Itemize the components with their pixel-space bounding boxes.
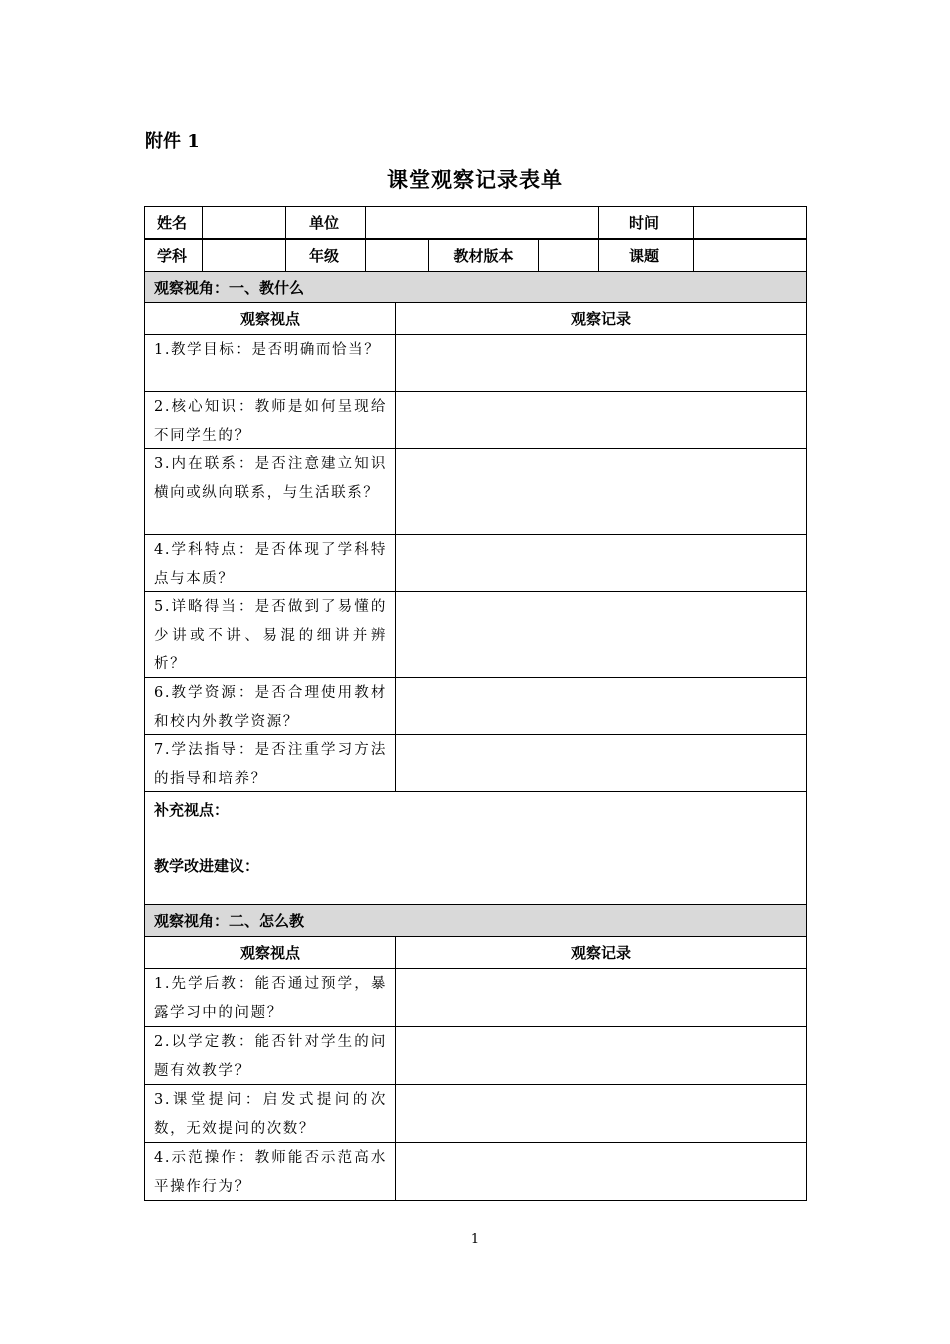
table-row [145,969,806,1027]
observation-point: 3.内在联系：是否注意建立知识横向或纵向联系，与生活联系？ [145,449,396,534]
col-point-header: 观察视点 [145,937,396,968]
name-value[interactable] [203,207,286,239]
info-row-1 [145,207,806,240]
observation-point: 2.以学定教：能否针对学生的问题有效教学？ [145,1027,396,1084]
table-row [145,735,806,792]
observation-record[interactable] [396,392,806,448]
table-row [145,335,806,392]
observation-point: 2.核心知识：教师是如何呈现给不同学生的？ [145,392,396,448]
topic-label: 课题 [599,240,694,272]
unit-label: 单位 [286,207,366,239]
observation-record[interactable] [396,1085,806,1142]
section1-table [144,271,807,1201]
observation-record[interactable] [396,592,806,677]
observation-record[interactable] [396,535,806,591]
table-row [145,1143,806,1200]
table-row [145,1085,806,1143]
subject-label: 学科 [145,240,203,272]
table-row [145,1027,806,1085]
textbook-version-label: 教材版本 [429,240,539,272]
grade-label: 年级 [286,240,366,272]
table-row [145,535,806,592]
unit-value[interactable] [366,207,599,239]
observation-record[interactable] [396,1027,806,1084]
section1-header [145,303,806,335]
section2-header [145,937,806,969]
name-label: 姓名 [145,207,203,239]
observation-record[interactable] [396,449,806,534]
observation-record[interactable] [396,735,806,791]
suggestion-label: 教学改进建议： [154,857,260,875]
observation-record[interactable] [396,678,806,734]
observation-point: 4.学科特点：是否体现了学科特点与本质？ [145,535,396,591]
observation-point: 5.详略得当：是否做到了易懂的少讲或不讲、易混的细讲并辨析？ [145,592,396,677]
observation-record[interactable] [396,969,806,1026]
col-point-header: 观察视点 [145,303,396,334]
subject-value[interactable] [203,240,286,272]
time-label: 时间 [599,207,694,239]
table-row [145,392,806,449]
col-record-header: 观察记录 [570,310,631,328]
table-row [145,592,806,678]
time-value[interactable] [694,207,806,239]
supplement-area[interactable] [145,792,806,905]
observation-record[interactable] [396,1143,806,1200]
section1-title: 观察视角：一、教什么 [145,271,806,303]
observation-point: 7.学法指导：是否注重学习方法的指导和培养？ [145,735,396,791]
supplement-label: 补充视点： [154,801,230,819]
page-number: 1 [470,1232,480,1247]
topic-value[interactable] [694,240,806,272]
observation-point: 1.先学后教：能否通过预学，暴露学习中的问题？ [145,969,396,1026]
info-row-2 [145,240,806,272]
col-record-header: 观察记录 [570,944,631,962]
textbook-version-value[interactable] [539,240,599,272]
observation-point: 4.示范操作：教师能否示范高水平操作行为？ [145,1143,396,1200]
observation-point: 6.教学资源：是否合理使用教材和校内外教学资源？ [145,678,396,734]
observation-point: 3.课堂提问：启发式提问的次数，无效提问的次数？ [145,1085,396,1142]
observation-point: 1.教学目标：是否明确而恰当？ [145,335,396,391]
observation-record[interactable] [396,335,806,391]
grade-value[interactable] [366,240,429,272]
attachment-label: 附件 1 [145,131,200,152]
table-row [145,678,806,735]
form-title: 课堂观察记录表单 [387,167,563,192]
info-table [144,206,807,273]
table-row [145,449,806,535]
section2-title: 观察视角：二、怎么教 [145,905,806,937]
